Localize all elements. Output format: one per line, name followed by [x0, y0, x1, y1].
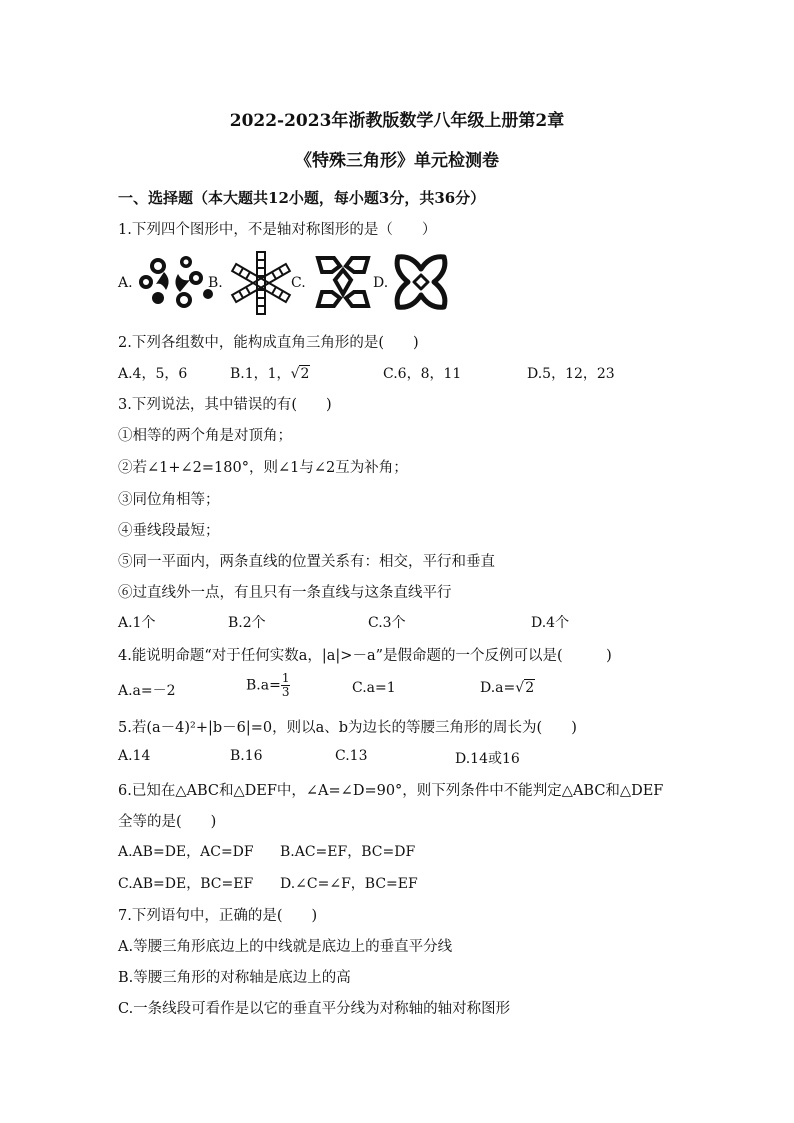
q1-option-d-label: D. — [373, 275, 389, 291]
q6-option-b: B.AC=EF，BC=DF — [280, 844, 416, 860]
q7-option-c: C.一条线段可看作是以它的垂直平分线为对称轴的轴对称图形 — [118, 1001, 511, 1017]
q4-option-c: C.a=1 — [352, 680, 396, 696]
q1-option-c-label: C. — [291, 275, 306, 291]
q7-option-a: A.等腰三角形底边上的中线就是底边上的垂直平分线 — [118, 939, 453, 955]
question-7-stem: 7.下列语句中，正确的是( ) — [118, 908, 318, 924]
q3-statement-3: ③同位角相等； — [118, 492, 220, 508]
q2-option-b-radicand: 2 — [300, 366, 310, 382]
page-subtitle: 《特殊三角形》单元检测卷 — [295, 151, 499, 171]
q6-option-d: D.∠C=∠F，BC=EF — [280, 876, 418, 892]
question-4-stem: 4.能说明命题“对于任何实数a，|a|>－a”是假命题的一个反例可以是( ) — [118, 648, 612, 664]
sqrt-symbol: √2 — [290, 366, 310, 382]
q6-option-a: A.AB=DE，AC=DF — [118, 844, 254, 860]
q2-option-b — [230, 363, 310, 383]
q1-figure-a-swirl — [136, 252, 218, 314]
q4-option-a: A.a=－2 — [118, 683, 176, 699]
question-6-stem-line2: 全等的是( ) — [118, 814, 217, 830]
q3-option-c: C.3个 — [368, 615, 406, 631]
q2-option-c: C.6，8，11 — [383, 366, 462, 382]
q3-option-a: A.1个 — [118, 615, 156, 631]
q5-option-d: D.14或16 — [455, 751, 520, 767]
sqrt-symbol: √2 — [515, 680, 535, 696]
q1-figure-b-ladders — [228, 248, 294, 318]
q2-option-d: D.5，12，23 — [527, 366, 615, 382]
q5-option-c: C.13 — [335, 748, 368, 764]
q4-fraction — [281, 672, 291, 699]
question-5-stem: 5.若(a－4)²+|b－6|=0，则以a、b为边长的等腰三角形的周长为( ) — [118, 720, 577, 736]
q3-statement-1: ①相等的两个角是对顶角； — [118, 428, 292, 444]
page-title: 2022-2023年浙教版数学八年级上册第2章 — [229, 111, 565, 131]
q4-option-b-prefix: B.a= — [246, 677, 281, 694]
q5-option-b: B.16 — [230, 748, 263, 764]
q3-statement-6: ⑥过直线外一点，有且只有一条直线与这条直线平行 — [118, 585, 452, 601]
q1-figure-c-arrows — [312, 250, 374, 314]
question-6-stem-line1: 6.已知在△ABC和△DEF中，∠A=∠D=90°，则下列条件中不能判定△ABC和△DEF — [118, 783, 664, 799]
q5-option-a: A.14 — [118, 748, 151, 764]
q1-option-b-label: B. — [208, 275, 223, 291]
q3-option-d: D.4个 — [531, 615, 570, 631]
q4-option-d — [480, 680, 535, 696]
q3-statement-5: ⑤同一平面内，两条直线的位置关系有：相交，平行和垂直 — [118, 554, 495, 570]
section-heading: 一、选择题（本大题共12小题，每小题3分，共36分） — [118, 189, 486, 207]
q4-option-d-radicand: 2 — [525, 680, 535, 696]
q3-option-b: B.2个 — [228, 615, 266, 631]
q3-statement-4: ④垂线段最短； — [118, 523, 220, 539]
q7-option-b: B.等腰三角形的对称轴是底边上的高 — [118, 970, 351, 986]
fraction-denominator: 3 — [281, 685, 290, 699]
q2-option-a: A.4，5，6 — [118, 366, 188, 382]
q2-option-b-prefix: B.1，1， — [230, 366, 291, 382]
q1-option-a-label: A. — [118, 275, 133, 291]
q1-figure-d-cross — [390, 251, 452, 313]
q3-statement-2: ②若∠1+∠2=180°，则∠1与∠2互为补角； — [118, 460, 408, 476]
q6-option-c: C.AB=DE，BC=EF — [118, 876, 254, 892]
question-2-stem: 2.下列各组数中，能构成直角三角形的是( ) — [118, 335, 419, 351]
question-1-stem: 1.下列四个图形中，不是轴对称图形的是（ ） — [118, 222, 437, 238]
fraction-numerator: 1 — [281, 671, 290, 685]
question-3-stem: 3.下列说法，其中错误的有( ) — [118, 397, 332, 413]
q4-option-d-prefix: D.a= — [480, 680, 516, 696]
q4-option-b — [246, 672, 290, 699]
